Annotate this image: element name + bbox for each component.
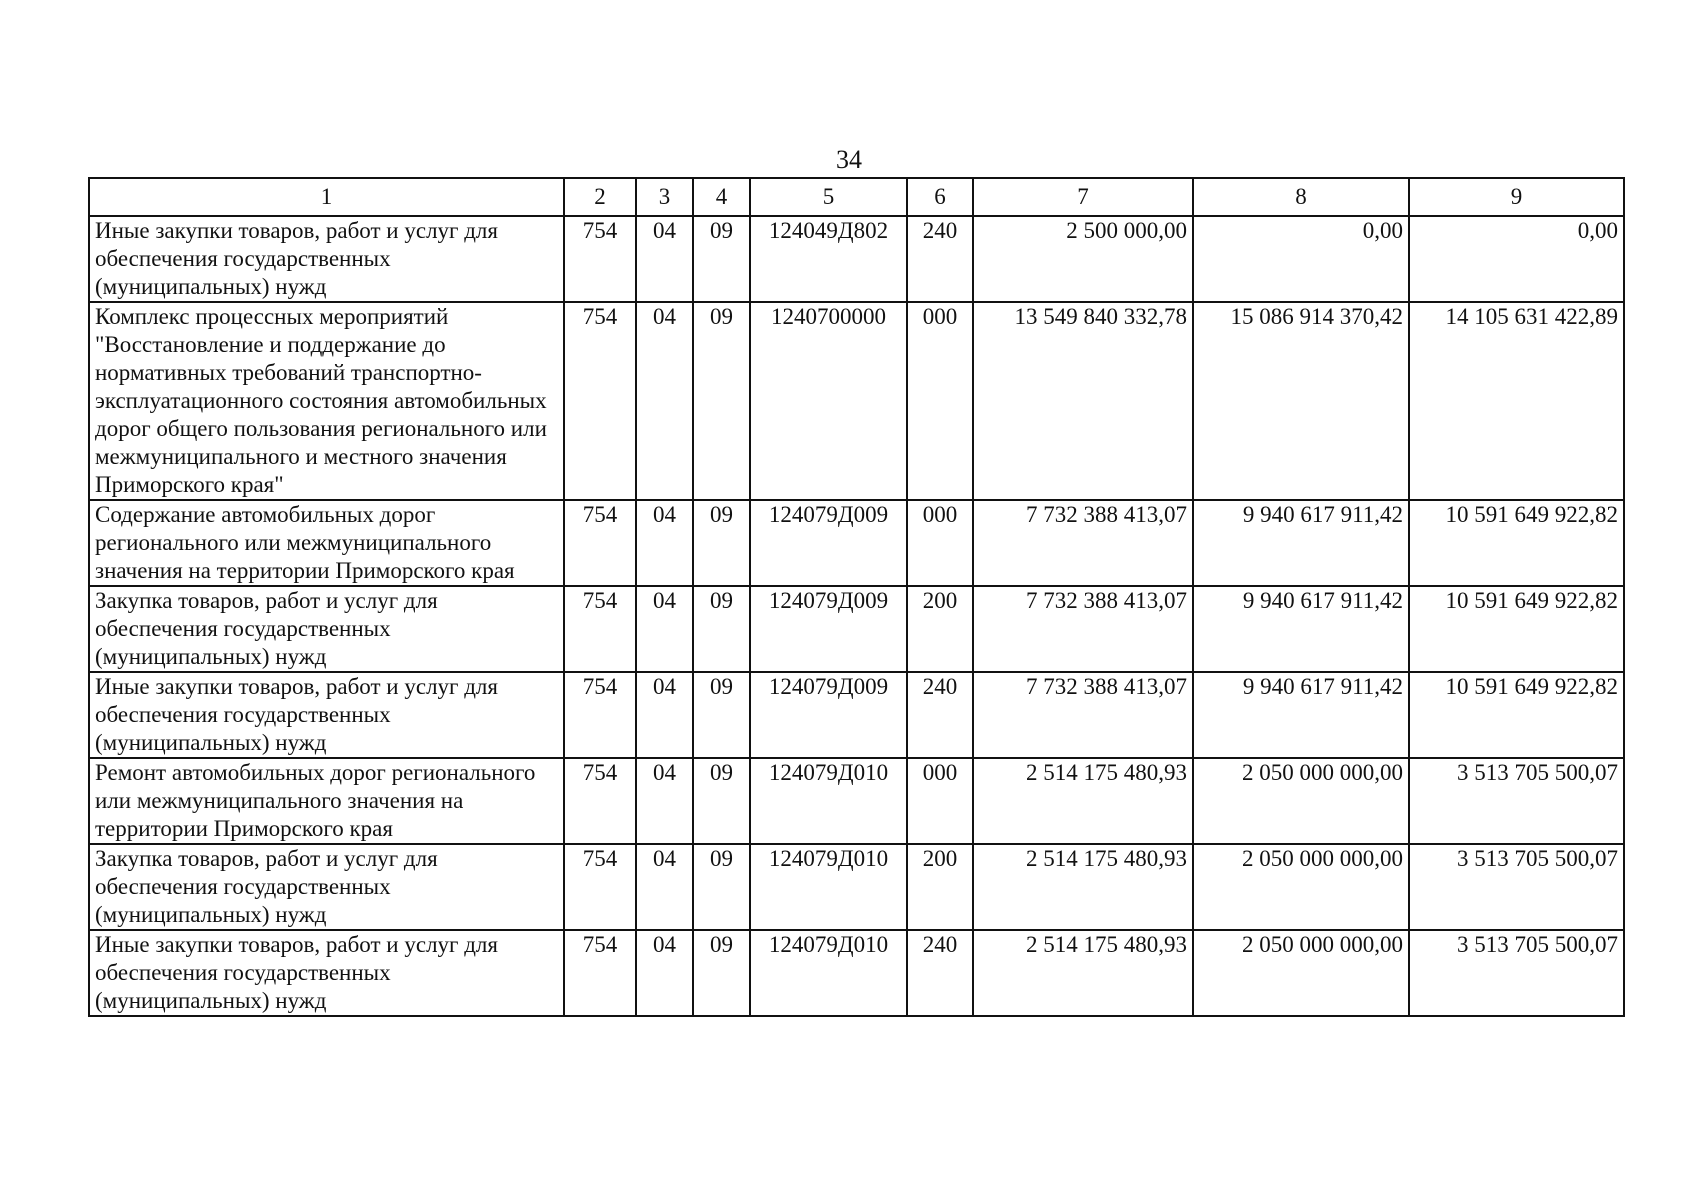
table-row — [89, 672, 1624, 758]
subsection-code-cell: 09 — [693, 758, 750, 844]
subsection-code-cell: 09 — [693, 500, 750, 586]
amount-cell: 2 050 000 000,00 — [1193, 758, 1409, 844]
amount-cell: 7 732 388 413,07 — [973, 500, 1193, 586]
amount-cell: 2 500 000,00 — [973, 216, 1193, 302]
amount-cell: 13 549 840 332,78 — [973, 302, 1193, 500]
target-article-cell: 124079Д010 — [750, 930, 907, 1016]
amount-cell: 14 105 631 422,89 — [1409, 302, 1624, 500]
table-row — [89, 844, 1624, 930]
section-code-cell: 04 — [636, 216, 693, 302]
ministry-code-cell: 754 — [564, 844, 636, 930]
column-header: 7 — [973, 178, 1193, 216]
amount-cell: 2 514 175 480,93 — [973, 844, 1193, 930]
subsection-code-cell: 09 — [693, 672, 750, 758]
target-article-cell: 124049Д802 — [750, 216, 907, 302]
row-name-cell: Закупка товаров, работ и услуг для обеспечения государственных (муниципальных) нужд — [89, 586, 564, 672]
row-name-cell: Ремонт автомобильных дорог регионального или межмуниципального значения на территории Приморского края — [89, 758, 564, 844]
amount-cell: 9 940 617 911,42 — [1193, 500, 1409, 586]
ministry-code-cell: 754 — [564, 672, 636, 758]
ministry-code-cell: 754 — [564, 586, 636, 672]
column-header: 4 — [693, 178, 750, 216]
column-header: 5 — [750, 178, 907, 216]
table-row — [89, 930, 1624, 1016]
amount-cell: 3 513 705 500,07 — [1409, 758, 1624, 844]
amount-cell: 3 513 705 500,07 — [1409, 930, 1624, 1016]
column-header: 9 — [1409, 178, 1624, 216]
ministry-code-cell: 754 — [564, 500, 636, 586]
column-header: 1 — [89, 178, 564, 216]
ministry-code-cell: 754 — [564, 758, 636, 844]
amount-cell: 2 050 000 000,00 — [1193, 930, 1409, 1016]
expense-type-cell: 000 — [907, 500, 973, 586]
section-code-cell: 04 — [636, 500, 693, 586]
amount-cell: 0,00 — [1409, 216, 1624, 302]
amount-cell: 10 591 649 922,82 — [1409, 672, 1624, 758]
amount-cell: 7 732 388 413,07 — [973, 586, 1193, 672]
table-row — [89, 216, 1624, 302]
row-name-cell: Иные закупки товаров, работ и услуг для обеспечения государственных (муниципальных) нужд — [89, 930, 564, 1016]
target-article-cell: 124079Д009 — [750, 672, 907, 758]
amount-cell: 2 514 175 480,93 — [973, 930, 1193, 1016]
column-header: 8 — [1193, 178, 1409, 216]
amount-cell: 2 514 175 480,93 — [973, 758, 1193, 844]
table-row — [89, 758, 1624, 844]
expense-type-cell: 240 — [907, 930, 973, 1016]
amount-cell: 0,00 — [1193, 216, 1409, 302]
amount-cell: 10 591 649 922,82 — [1409, 500, 1624, 586]
subsection-code-cell: 09 — [693, 302, 750, 500]
table-row — [89, 500, 1624, 586]
amount-cell: 7 732 388 413,07 — [973, 672, 1193, 758]
section-code-cell: 04 — [636, 672, 693, 758]
amount-cell: 15 086 914 370,42 — [1193, 302, 1409, 500]
section-code-cell: 04 — [636, 930, 693, 1016]
row-name-cell: Комплекс процессных мероприятий "Восстановление и поддержание до нормативных требований транспортно-эксплуатационного состояния автомобильных дорог общего пользования регионального или межмуниципального и местного значения Приморского края" — [89, 302, 564, 500]
target-article-cell: 124079Д010 — [750, 844, 907, 930]
subsection-code-cell: 09 — [693, 586, 750, 672]
section-code-cell: 04 — [636, 758, 693, 844]
ministry-code-cell: 754 — [564, 302, 636, 500]
subsection-code-cell: 09 — [693, 844, 750, 930]
expense-type-cell: 000 — [907, 758, 973, 844]
row-name-cell: Иные закупки товаров, работ и услуг для обеспечения государственных (муниципальных) нужд — [89, 672, 564, 758]
budget-table — [88, 177, 1625, 1017]
page-number: 34 — [836, 145, 862, 174]
column-header: 2 — [564, 178, 636, 216]
subsection-code-cell: 09 — [693, 930, 750, 1016]
section-code-cell: 04 — [636, 302, 693, 500]
expense-type-cell: 240 — [907, 672, 973, 758]
table-header-row — [89, 178, 1624, 216]
subsection-code-cell: 09 — [693, 216, 750, 302]
expense-type-cell: 200 — [907, 586, 973, 672]
column-header: 3 — [636, 178, 693, 216]
section-code-cell: 04 — [636, 586, 693, 672]
ministry-code-cell: 754 — [564, 930, 636, 1016]
row-name-cell: Содержание автомобильных дорог регионального или межмуниципального значения на территории Приморского края — [89, 500, 564, 586]
amount-cell: 2 050 000 000,00 — [1193, 844, 1409, 930]
column-header: 6 — [907, 178, 973, 216]
row-name-cell: Закупка товаров, работ и услуг для обеспечения государственных (муниципальных) нужд — [89, 844, 564, 930]
expense-type-cell: 200 — [907, 844, 973, 930]
expense-type-cell: 240 — [907, 216, 973, 302]
amount-cell: 9 940 617 911,42 — [1193, 672, 1409, 758]
row-name-cell: Иные закупки товаров, работ и услуг для обеспечения государственных (муниципальных) нужд — [89, 216, 564, 302]
amount-cell: 3 513 705 500,07 — [1409, 844, 1624, 930]
target-article-cell: 124079Д010 — [750, 758, 907, 844]
target-article-cell: 1240700000 — [750, 302, 907, 500]
target-article-cell: 124079Д009 — [750, 586, 907, 672]
target-article-cell: 124079Д009 — [750, 500, 907, 586]
ministry-code-cell: 754 — [564, 216, 636, 302]
amount-cell: 10 591 649 922,82 — [1409, 586, 1624, 672]
section-code-cell: 04 — [636, 844, 693, 930]
amount-cell: 9 940 617 911,42 — [1193, 586, 1409, 672]
expense-type-cell: 000 — [907, 302, 973, 500]
table-row — [89, 586, 1624, 672]
table-row — [89, 302, 1624, 500]
